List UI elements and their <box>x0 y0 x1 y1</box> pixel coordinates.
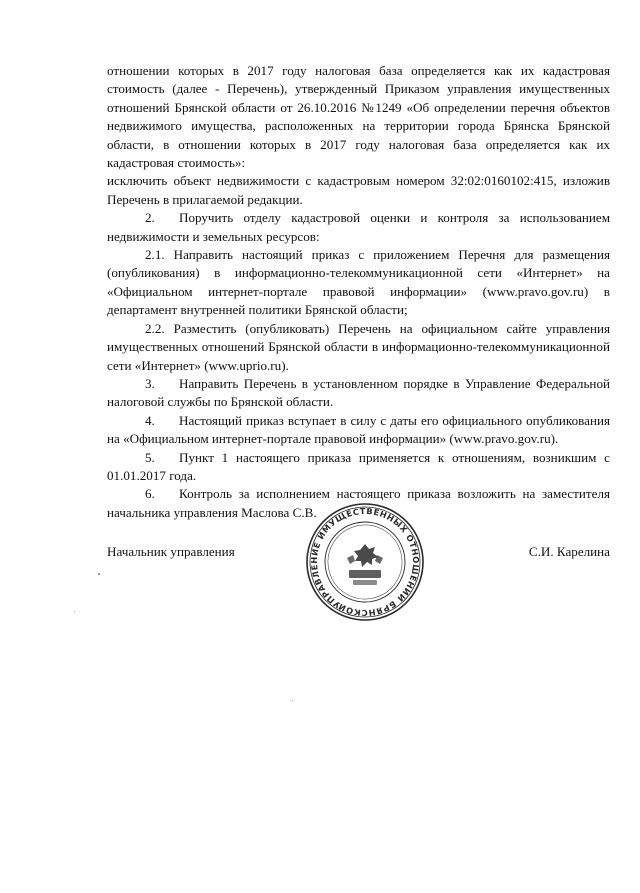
item-2 <box>107 209 610 246</box>
item-number: 6. <box>145 486 155 502</box>
item-text: 2.2. Разместить (опубликовать) Перечень на официальном сайте управления имущественных отношений Брянской области в информационно-телекоммуникационной сети «Интернет» (www.uprio.ru). <box>107 320 610 373</box>
item-3 <box>107 375 610 412</box>
signatory-name: С.И. Карелина <box>528 544 610 559</box>
item-5 <box>107 449 610 486</box>
seal-outer-text: УПРАВЛЕНИЕ ИМУЩЕСТВЕННЫХ ОТНОШЕНИЙ БРЯНСКОЙ <box>308 505 422 619</box>
item-text: Пункт 1 настоящего приказа применяется к отношениям, возникшим с 01.01.2017 года. <box>107 449 610 483</box>
item-text: Контроль за исполнением настоящего приказа возложить на заместителя начальника управления Маслова С.В. <box>107 486 610 520</box>
item-text: 2.1. Направить настоящий приказ с приложением Перечня для размещения (опубликования) в информационно-телекоммуникационной сети «Интернет» на «Официальном интернет-портале правовой информации» (www.pravo.gov.ru) в департамент внутренней политики Брянской области; <box>107 247 610 318</box>
document-body <box>107 62 610 522</box>
item-text: Направить Перечень в установленном порядке в Управление Федеральной налоговой службы по Брянской области. <box>107 375 610 410</box>
scan-speck <box>74 611 75 612</box>
seal-emblem <box>347 544 383 585</box>
scan-speck <box>292 700 293 701</box>
intro-paragraph-1: отношении которых в 2017 году налоговая база определяется как их кадастровая стоимость (далее - Перечень), утвержденный Приказом управления имущественных отношений Брянской области от 26.10.2016 №1249 «Об определении перечня объектов недвижимого имущества, расположенных на территории города Брянска Брянской области, в отношении которых в 2017 году налоговая база определяется как их кадастровая стоимость»: <box>107 63 610 171</box>
signatory-position: Начальник управления <box>107 544 235 559</box>
item-2-1 <box>107 246 610 320</box>
scan-speck <box>98 573 100 575</box>
intro-paragraph-2: исключить объект недвижимости с кадастровым номером 32:02:0160102:415, изложив Перечень в прилагаемой редакции. <box>107 173 610 207</box>
item-number: 3. <box>145 375 155 391</box>
item-4 <box>107 412 610 449</box>
item-number: 4. <box>145 412 155 428</box>
official-seal-stamp <box>303 500 427 624</box>
item-number: 5. <box>145 449 155 465</box>
item-text: Поручить отделу кадастровой оценки и контроля за использованием недвижимости и земельных ресурсов: <box>107 210 610 244</box>
item-2-2 <box>107 320 610 375</box>
item-text: Настоящий приказ вступает в силу с даты его официального опубликования на «Официальном интернет-портале правовой информации» (www.pravo.gov.ru). <box>107 412 610 447</box>
item-number: 2. <box>145 210 155 226</box>
